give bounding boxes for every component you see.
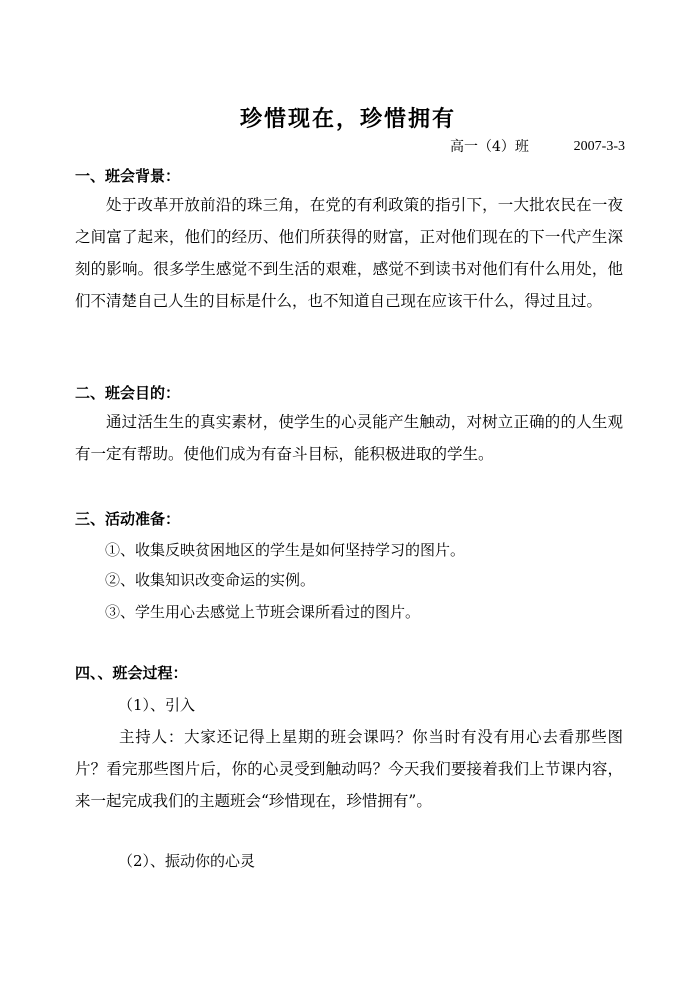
heading-preparation: 三、活动准备：: [75, 510, 181, 528]
date-label: 2007-3-3: [573, 139, 625, 154]
list-item: ①、收集反映贫困地区的学生是如何坚持学习的图片。: [105, 541, 466, 559]
heading-process: 四、、班会过程：: [75, 664, 188, 682]
paragraph-background: 处于改革开放前沿的珠三角，在党的有利政策的指引下，一大批农民在一夜之间富了起来，他们的经历、他们所获得的财富，正对他们现在的下一代产生深刻的影响。很多学生感觉不到生活的艰难，感觉不到读书对他们有什么用处，他们不清楚自己人生的目标是什么，也不知道自己现在应该干什么，得过且过。: [75, 196, 623, 310]
heading-background: 一、班会背景：: [75, 167, 181, 185]
heading-purpose: 二、班会目的：: [75, 384, 181, 402]
list-item: ②、收集知识改变命运的实例。: [105, 571, 316, 589]
class-label: 高一（4）班: [450, 139, 529, 155]
process-step-1: （1）、引入: [118, 696, 196, 714]
paragraph-host: 主持人：大家还记得上星期的班会课吗？你当时有没有用心去看那些图片？看完那些图片后，你的心灵受到触动吗？今天我们要接着我们上节课内容，来一起完成我们的主题班会“珍惜现在，珍惜拥有”。: [75, 728, 623, 810]
process-step-2: （2）、振动你的心灵: [118, 852, 256, 870]
document-title: 珍惜现在，珍惜拥有: [239, 106, 456, 132]
list-item: ③、学生用心去感觉上节班会课所看过的图片。: [105, 603, 421, 621]
paragraph-purpose: 通过活生生的真实素材，使学生的心灵能产生触动，对树立正确的的人生观有一定有帮助。使他们成为有奋斗目标，能积极进取的学生。: [75, 413, 623, 463]
